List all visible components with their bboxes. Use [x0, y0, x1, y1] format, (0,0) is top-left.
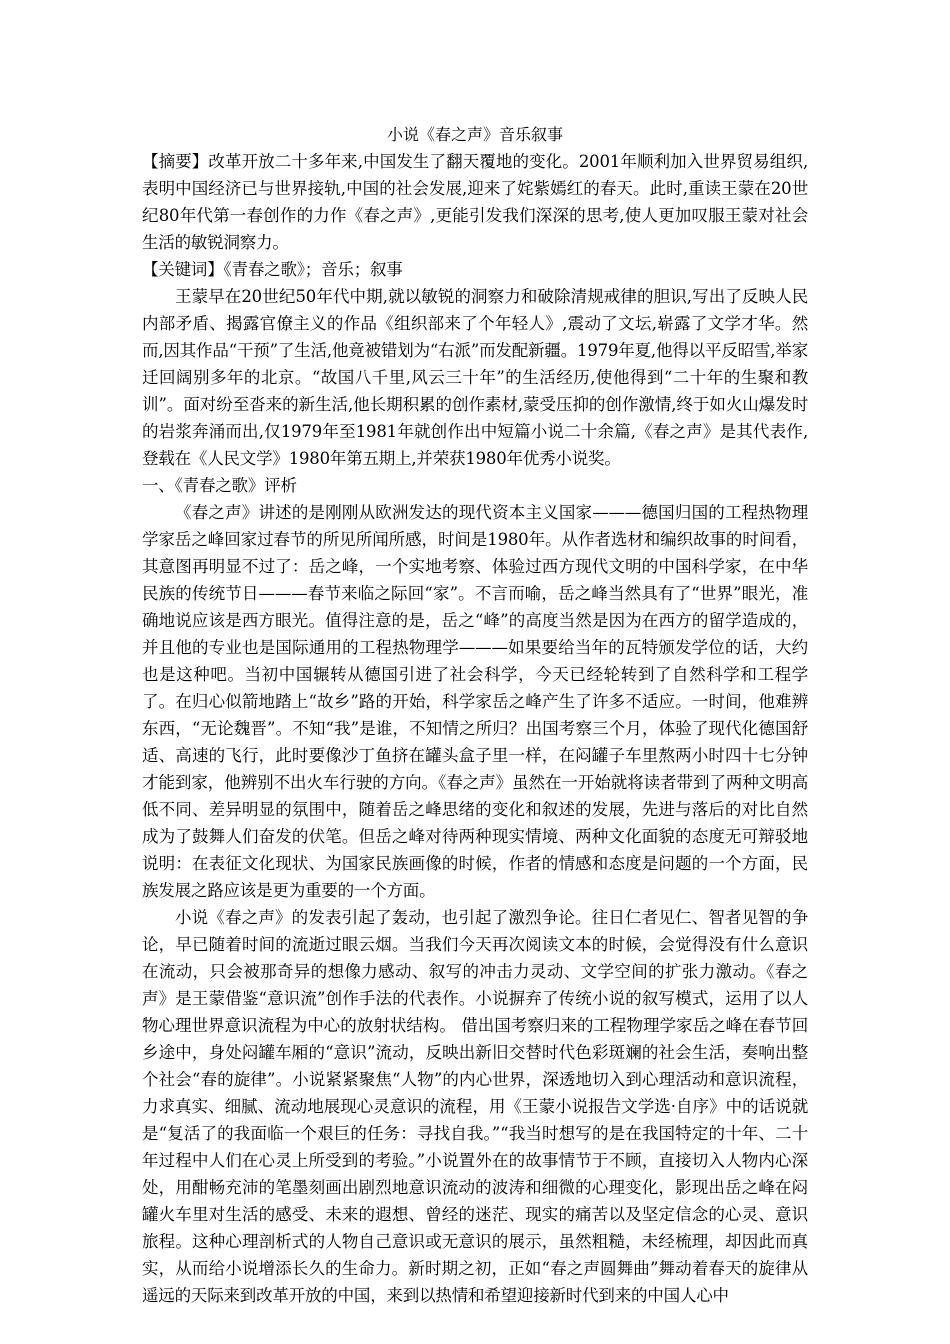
document-page [142, 122, 808, 1309]
abstract-paragraph: 【摘要】改革开放二十多年来,中国发生了翻天覆地的变化。2001年顺利加入世界贸易组织,表明中国经济已与世界接轨,中国的社会发展,迎来了姹紫嫣红的春天。此时,重读王蒙在20世纪80年代第一春创作的力作《春之声》,更能引发我们深深的思考,使人更加叹服王蒙对社会生活的敏锐洞察力。 [142, 152, 808, 252]
section-heading: 一、《青春之歌》评析 [142, 476, 297, 495]
document-title: 小说《春之声》音乐叙事 [386, 125, 563, 144]
body-paragraph: 《春之声》讲述的是刚刚从欧洲发达的现代资本主义国家———德国归国的工程热物理学家岳之峰回家过春节的所见所闻所感，时间是1980年。从作者选材和编织故事的时间看，其意图再明显不过了：岳之峰，一个实地考察、体验过西方现代文明的中国科学家，在中华民族的传统节日———春节来临之际回“家”。不言而喻，岳之峰当然具有了“世界”眼光，准确地说应该是西方眼光。值得注意的是，岳之“峰”的高度当然是因为在西方的留学造成的，并且他的专业也是国际通用的工程热物理学———如果要给当年的瓦特颁发学位的话，大约也是这种吧。当初中国辗转从德国引进了社会科学，今天已经轮转到了自然科学和工程学了。在归心似箭地踏上“故乡”路的开始，科学家岳之峰产生了许多不适应。一时间，他难辨东西，“无论魏晋”。不知“我”是谁，不知情之所归？出国考察三个月，体验了现代化德国舒适、高速的飞行，此时要像沙丁鱼挤在罐头盒子里一样，在闷罐子车里熬两小时四十七分钟才能到家，他辨别不出火车行驶的方向。《春之声》虽然在一开始就将读者带到了两种文明高低不同、差异明显的氛围中，随着岳之峰思绪的变化和叙述的发展，先进与落后的对比自然成为了鼓舞人们奋发的伏笔。但岳之峰对待两种现实情境、两种文化面貌的态度无可辩驳地说明：在表征文化现状、为国家民族画像的时候，作者的情感和态度是问题的一个方面，民族发展之路应该是更为重要的一个方面。 [142, 503, 808, 900]
body-paragraph: 小说《春之声》的发表引起了轰动，也引起了激烈争论。往日仁者见仁、智者见智的争论，早已随着时间的流逝过眼云烟。当我们今天再次阅读文本的时候，会觉得没有什么意识在流动，只会被那奇异的想像力感动、叙写的冲击力灵动、文学空间的扩张力激动。《春之声》是王蒙借鉴“意识流”创作手法的代表作。小说摒弃了传统小说的叙写模式，运用了以人物心理世界意识流程为中心的放射状结构。 借出国考察归来的工程物理学家岳之峰在春节回乡途中，身处闷罐车厢的“意识”流动，反映出新旧交替时代色彩斑斓的社会生活，奏响出整个社会“春的旋律”。小说紧紧聚焦“人物”的内心世界，深透地切入到心理活动和意识流程，力求真实、细腻、流动地展现心灵意识的流程，用《王蒙小说报告文学选·自序》中的话说就是“复活了的我面临一个艰巨的任务：寻找自我。”“我当时想写的是在我国特定的十年、二十年过程中人们在心灵上所受到的考验。”小说置外在的故事情节于不顾，直接切入人物内心深处，用酣畅充沛的笔墨刻画出剧烈地意识流动的波涛和细微的心理变化，影现出岳之峰在闷罐火车里对生活的感受、未来的遐想、曾经的迷茫、现实的痛苦以及坚定信念的心灵、意识旅程。这种心理剖析式的人物自己意识或无意识的展示，虽然粗糙，未经梳理，却因此而真实，从而给小说增添长久的生命力。新时期之初，正如“春之声圆舞曲”舞动着春天的旋律从遥远的天际来到改革开放的中国，来到以热情和希望迎接新时代到来的中国人心中 [142, 908, 808, 1305]
body-paragraph: 王蒙早在20世纪50年代中期,就以敏锐的洞察力和破除清规戒律的胆识,写出了反映人民内部矛盾、揭露官僚主义的作品《组织部来了个年轻人》,震动了文坛,崭露了文学才华。然而,因其作品“干预”了生活,他竟被错划为“右派”而发配新疆。1979年夏,他得以平反昭雪,举家迁回阔别多年的北京。“故国八千里,风云三十年”的生活经历,使他得到“二十年的生聚和教训”。面对纷至沓来的新生活,他长期积累的创作素材,蒙受压抑的创作激情,终于如火山爆发时的岩浆奔涌而出,仅1979年至1981年就创作出中短篇小说二十余篇,《春之声》是其代表作,登载在《人民文学》1980年第五期上,并荣获1980年优秀小说奖。 [142, 287, 808, 468]
keywords-line: 【关键词】《青春之歌》；音乐；叙事 [142, 260, 403, 279]
